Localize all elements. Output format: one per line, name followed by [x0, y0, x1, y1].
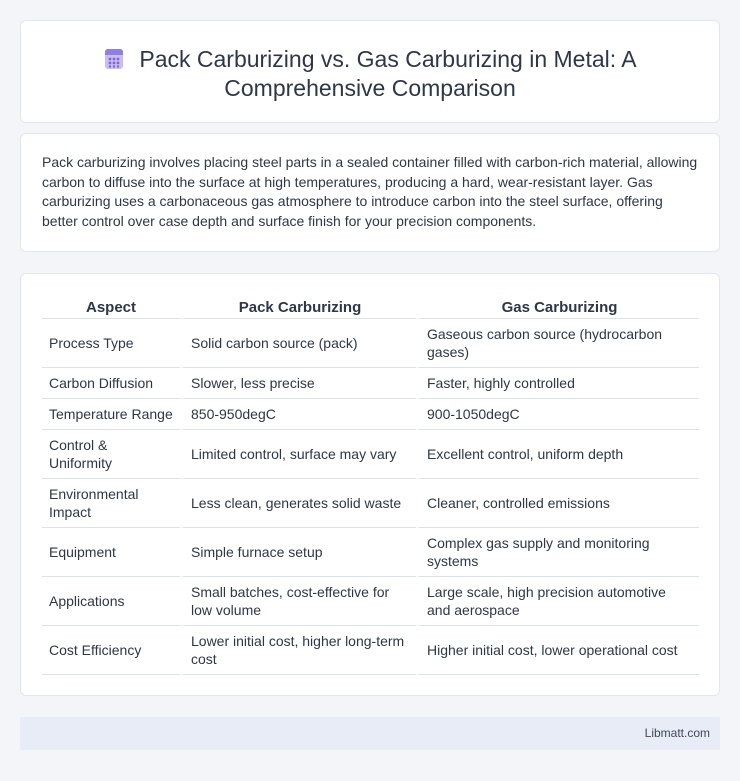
cell-gas: 900-1050degC	[416, 399, 699, 430]
cell-gas: Complex gas supply and monitoring systems	[416, 528, 699, 577]
intro-card	[20, 133, 720, 252]
title-card	[20, 20, 720, 123]
cell-pack: Simple furnace setup	[180, 528, 416, 577]
cell-pack: Limited control, surface may vary	[180, 430, 416, 479]
table-row	[42, 528, 699, 577]
title-line-2: Comprehensive Comparison	[224, 75, 516, 101]
table-row	[42, 577, 699, 626]
cell-aspect: Temperature Range	[42, 399, 180, 430]
table-row	[42, 626, 699, 675]
cell-gas: Cleaner, controlled emissions	[416, 479, 699, 528]
cell-aspect: Process Type	[42, 319, 180, 368]
cell-gas: Excellent control, uniform depth	[416, 430, 699, 479]
table-row	[42, 368, 699, 399]
cell-pack: Slower, less precise	[180, 368, 416, 399]
header-gas: Gas Carburizing	[416, 295, 699, 319]
table-row	[42, 319, 699, 368]
cell-aspect: Cost Efficiency	[42, 626, 180, 675]
cell-pack: 850-950degC	[180, 399, 416, 430]
page-title	[21, 45, 719, 103]
cell-aspect: Equipment	[42, 528, 180, 577]
header-pack: Pack Carburizing	[180, 295, 416, 319]
table-header-row	[42, 295, 699, 319]
comparison-table	[42, 295, 699, 675]
table-row	[42, 399, 699, 430]
cell-pack: Small batches, cost-effective for low volume	[180, 577, 416, 626]
comparison-card	[20, 273, 720, 696]
cell-aspect: Environmental Impact	[42, 479, 180, 528]
footer-site-link[interactable]: Libmatt.com	[644, 726, 710, 740]
cell-aspect: Applications	[42, 577, 180, 626]
cell-gas: Faster, highly controlled	[416, 368, 699, 399]
footer	[20, 717, 720, 750]
table-row	[42, 430, 699, 479]
calculator-icon	[103, 48, 125, 70]
title-line-1: Pack Carburizing vs. Gas Carburizing in Metal: A	[139, 46, 637, 72]
cell-pack: Lower initial cost, higher long-term cost	[180, 626, 416, 675]
cell-gas: Higher initial cost, lower operational cost	[416, 626, 699, 675]
cell-gas: Gaseous carbon source (hydrocarbon gases)	[416, 319, 699, 368]
cell-pack: Less clean, generates solid waste	[180, 479, 416, 528]
cell-pack: Solid carbon source (pack)	[180, 319, 416, 368]
header-aspect: Aspect	[42, 295, 180, 319]
table-row	[42, 479, 699, 528]
cell-aspect: Carbon Diffusion	[42, 368, 180, 399]
cell-aspect: Control & Uniformity	[42, 430, 180, 479]
cell-gas: Large scale, high precision automotive and aerospace	[416, 577, 699, 626]
intro-paragraph: Pack carburizing involves placing steel parts in a sealed container filled with carbon-rich material, allowing carbon to diffuse into the surface at high temperatures, producing a hard, wear-resistant layer. Gas carburizing uses a carbonaceous gas atmosphere to introduce carbon into the steel surface, offering better control over case depth and surface finish for your precision components.	[42, 154, 698, 229]
